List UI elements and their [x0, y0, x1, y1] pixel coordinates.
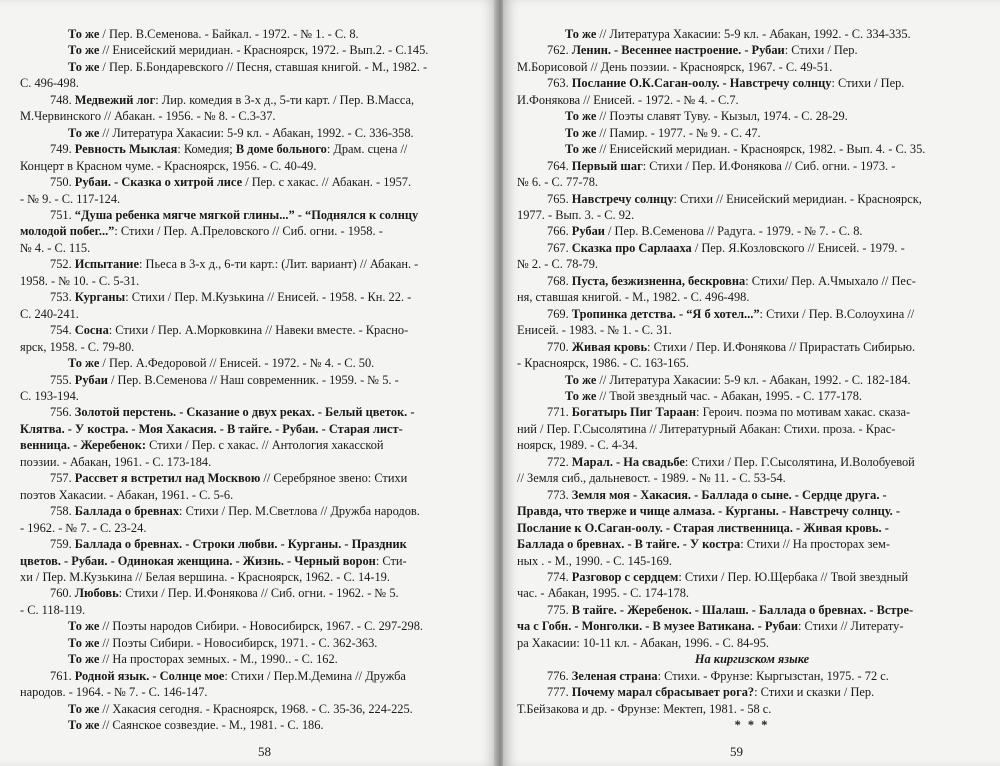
plain-text: 769. [547, 306, 572, 321]
text-line [517, 191, 987, 207]
plain-text: М.Червинского // Абакан. - 1956. - № 8. - С.3-37. [20, 109, 276, 124]
text-line [517, 108, 987, 124]
text-line [517, 339, 987, 355]
text-line [517, 273, 987, 289]
bold-text: цветов. - Рубаи. - Одинокая женщина. - Жизнь. - Черный ворон [20, 553, 376, 568]
text-line [517, 75, 987, 91]
text-line [517, 569, 987, 585]
plain-text: С. 496-498. [20, 76, 79, 91]
bold-text: Ленин. - Весеннее настроение. - Рубаи [571, 43, 785, 58]
text-line [20, 273, 494, 289]
plain-text: поэтов Хакасии. - Абакан, 1961. - С. 5-6. [20, 487, 234, 502]
bold-text: Богатырь Пиг Тараан [571, 405, 697, 420]
text-line [517, 618, 987, 634]
bold-text: То же [565, 142, 597, 157]
bold-text: Рубаи. - Сказка о хитрой лисе [74, 175, 243, 190]
plain-text: № 6. - С. 77-78. [517, 175, 598, 190]
plain-text: : Стихи / Пер.М.Демина // Дружба [224, 668, 406, 683]
text-line [20, 26, 494, 42]
bold-text: Клятва. - У костра. - Моя Хакасия. - В тайге. - Рубаи. - Старая лист- [20, 421, 403, 436]
left-page-text [20, 26, 494, 733]
text-line [517, 289, 987, 305]
plain-text: : Лир. комедия в 3-х д., 5-ти карт. / Пер. В.Масса, [155, 92, 415, 107]
text-line [517, 207, 987, 223]
text-line [20, 553, 494, 569]
plain-text: ных . - М., 1990. - С. 145-169. [517, 553, 673, 568]
text-line [517, 470, 987, 486]
bold-text: То же [68, 27, 100, 41]
plain-text: : Стихи // Литерату- [797, 619, 904, 634]
text-line [20, 191, 494, 207]
plain-text: // Литература Хакасии: 5-9 кл. - Абакан, 1992. - С. 334-335. [596, 27, 911, 41]
plain-text: : Стихи / Пер. Ю.Щербака // Твой звездный [678, 569, 909, 584]
bold-text: Рубаи [74, 372, 108, 387]
plain-text: С. 240-241. [20, 306, 79, 321]
plain-text: / Пер. Я.Козловского // Енисей. - 1979. - [691, 240, 905, 255]
plain-text: // Хакасия сегодня. - Красноярск, 1968. - С. 35-36, 224-225. [99, 701, 413, 716]
plain-text: : Стихи/ Пер. А.Чмыхало // Пес- [745, 273, 916, 288]
bold-text: То же [565, 27, 597, 41]
plain-text: : Стихи / Пер. И.Фонякова // Сиб. огни. - 1973. - [642, 158, 896, 173]
bold-text: Рубаи [571, 224, 605, 239]
text-line [20, 717, 494, 733]
plain-text: - № 9. - С. 117-124. [20, 191, 121, 206]
section-heading: На киргизском языке [694, 652, 810, 667]
bold-text: То же [68, 125, 100, 140]
text-line [517, 602, 987, 618]
right-page-number: 59 [730, 744, 743, 759]
plain-text: М.Борисовой // День поэзии. - Красноярск, 1967. - С. 49-51. [517, 59, 833, 74]
text-line [517, 437, 987, 453]
text-line [517, 585, 987, 601]
text-line [20, 520, 494, 536]
bold-text: Родной язык. - Солнце мое [74, 668, 225, 683]
text-line [517, 92, 987, 108]
bold-text: То же [565, 388, 597, 403]
plain-text: / Пер. В.Семенова // Радуга. - 1979. - № 7. - С. 8. [604, 224, 863, 239]
text-line [20, 668, 494, 684]
text-line [20, 306, 494, 322]
text-line [20, 437, 494, 453]
text-line [517, 141, 987, 157]
text-line [20, 223, 494, 239]
plain-text: / Пер. В.Семенова. - Байкал. - 1972. - № 1. - С. 8. [99, 27, 359, 41]
plain-text: час. - Абакан, 1995. - С. 174-178. [517, 586, 689, 601]
plain-text: : Стихи / Пер. А.Преловского // Сиб. огни. - 1958. - [114, 224, 383, 239]
text-line [20, 322, 494, 338]
plain-text: : Стихи // Енисейский меридиан. - Красноярск, [673, 191, 922, 206]
plain-text: Концерт в Красном чуме. - Красноярск, 1956. - С. 40-49. [20, 158, 317, 173]
text-line [20, 585, 494, 601]
plain-text: 753. [50, 290, 75, 305]
text-line [20, 470, 494, 486]
text-line [517, 322, 987, 338]
plain-text: ня, ставшая книгой. - М., 1982. - С. 496-498. [517, 290, 750, 305]
text-line [517, 404, 987, 420]
right-page-text [517, 26, 987, 733]
plain-text: 772. [547, 454, 572, 469]
bold-text: Сказка про Сарлааха [571, 240, 692, 255]
text-line [517, 454, 987, 470]
text-line [20, 404, 494, 420]
plain-text: ярск, 1958. - С. 79-80. [20, 339, 135, 354]
plain-text: 775. [547, 602, 572, 617]
text-line [517, 372, 987, 388]
bold-text: То же [68, 59, 100, 74]
text-line [517, 635, 987, 651]
text-line [517, 223, 987, 239]
plain-text: // На просторах земных. - М., 1990.. - С. 162. [99, 652, 338, 667]
bold-text: То же [68, 701, 100, 716]
text-line [517, 388, 987, 404]
plain-text: 771. [547, 405, 572, 420]
text-line [517, 174, 987, 190]
bold-text: Послание О.К.Саган-оолу. - Навстречу солнцу [571, 76, 832, 91]
plain-text: 1958. - № 10. - С. 5-31. [20, 273, 140, 288]
text-line [20, 454, 494, 470]
plain-text: 764. [547, 158, 572, 173]
bold-text: То же [68, 356, 100, 371]
text-line [20, 635, 494, 651]
text-line [20, 92, 494, 108]
plain-text: 757. [50, 471, 75, 486]
bold-text: Баллада о бревнах. - В тайге. - У костра [517, 537, 741, 552]
bold-text: Сосна [74, 323, 109, 338]
plain-text: 759. [50, 537, 75, 552]
plain-text: 765. [547, 191, 572, 206]
text-line [20, 59, 494, 75]
plain-text: // Серебряное звено: Стихи [260, 471, 408, 486]
text-line [20, 355, 494, 371]
bold-text: То же [68, 652, 100, 667]
plain-text: // Енисейский меридиан. - Красноярск, 1972. - Вып.2. - С.145. [99, 43, 429, 58]
bold-text: Золотой перстень. - Сказание о двух реках. - Белый цветок. - [74, 405, 415, 420]
plain-text: С. 193-194. [20, 388, 79, 403]
text-line [20, 651, 494, 667]
bold-text: То же [68, 619, 100, 634]
plain-text: 754. [50, 323, 75, 338]
bold-text: Почему марал сбрасывает рога? [571, 685, 755, 700]
text-line [20, 339, 494, 355]
plain-text: народов. - 1964. - № 7. - С. 146-147. [20, 685, 208, 700]
plain-text: : Сти- [375, 553, 407, 568]
plain-text: / Пер. Б.Бондаревского // Песня, ставшая книгой. - М., 1982. - [99, 59, 428, 74]
plain-text: // Памир. - 1977. - № 9. - С. 47. [596, 125, 761, 140]
text-line [20, 289, 494, 305]
plain-text: // Твой звездный час. - Абакан, 1995. - С. 177-178. [596, 388, 863, 403]
text-line [517, 42, 987, 58]
plain-text: // Поэты Сибири. - Новосибирск, 1971. - С. 362-363. [99, 635, 378, 650]
text-line [20, 207, 494, 223]
plain-text: : Стихи / Пер. В.Солоухина // [759, 306, 915, 321]
text-line [20, 256, 494, 272]
bold-text: Первый шаг [571, 158, 643, 173]
bold-text: То же [68, 635, 100, 650]
plain-text: : Стихи / Пер. М.Кузькина // Енисей. - 1958. - Кн. 22. - [125, 290, 412, 305]
text-line [517, 487, 987, 503]
text-line [20, 618, 494, 634]
bold-text: Земля моя - Хакасия. - Баллада о сыне. - Сердце друга. - [571, 487, 887, 502]
bold-text: Баллада о бревнах. - Строки любви. - Курганы. - Праздник [74, 537, 407, 552]
bold-text: молодой побег...” [20, 224, 115, 239]
plain-text: - Красноярск, 1986. - С. 163-165. [517, 356, 689, 371]
text-line [20, 372, 494, 388]
plain-text: : Стихи // На просторах зем- [740, 537, 890, 552]
plain-text: 761. [50, 668, 75, 683]
text-line [20, 240, 494, 256]
bold-text: В тайге. - Жеребенок. - Шалаш. - Баллада о бревнах. - Встре- [571, 602, 914, 617]
text-line [20, 503, 494, 519]
bold-text: “Душа ребенка мягче мягкой глины...” - “Поднялся к солнцу [74, 207, 419, 222]
text-line [20, 536, 494, 552]
text-line [517, 125, 987, 141]
plain-text: 777. [547, 685, 572, 700]
text-line [517, 701, 987, 717]
text-line [20, 602, 494, 618]
plain-text: ра Хакасии: 10-11 кл. - Абакан, 1996. - С. 84-95. [517, 635, 769, 650]
plain-text: 763. [547, 76, 572, 91]
plain-text: 767. [547, 240, 572, 255]
plain-text: / Пер. с хакас. // Абакан. - 1957. [242, 175, 412, 190]
plain-text: Т.Бейзакова и др. - Фрунзе: Мектеп, 1981. - 58 с. [517, 701, 772, 716]
plain-text: ний / Пер. Г.Сысолятина // Литературный Абакан: Стихи. проза. - Крас- [517, 421, 896, 436]
plain-text: 776. [547, 668, 572, 683]
plain-text: : Стихи / Пер. И.Фонякова // Прирастать Сибирью. [647, 339, 916, 354]
plain-text: 751. [50, 207, 75, 222]
plain-text: 748. [50, 92, 75, 107]
plain-text: - 1962. - № 7. - С. 23-24. [20, 520, 147, 535]
bold-text: Любовь [74, 586, 119, 601]
bold-text: Зеленая страна [571, 668, 658, 683]
plain-text: : Стихи / Пер. Г.Сысолятина, И.Волобуевой [684, 454, 915, 469]
plain-text: № 2. - С. 78-79. [517, 257, 598, 272]
text-line [20, 421, 494, 437]
text-line [517, 553, 987, 569]
plain-text: : Стихи и сказки / Пер. [754, 685, 875, 700]
plain-text: 1977. - Вып. 3. - С. 92. [517, 207, 635, 222]
text-line [20, 487, 494, 503]
bold-text: Живая кровь [571, 339, 648, 354]
plain-text: - С. 118-119. [20, 602, 86, 617]
text-line [517, 536, 987, 552]
bold-text: То же [68, 718, 100, 733]
plain-text: // Поэты народов Сибири. - Новосибирск, 1967. - С. 297-298. [99, 619, 423, 634]
plain-text: : Пьеса в 3-х д., 6-ти карт.: (Лит. вариант) // Абакан. - [138, 257, 419, 272]
bold-text: Тропинка детства. - “Я б хотел...” [571, 306, 760, 321]
bold-text: ча с Гобн. - Монголки. - В музее Ватикана. - Рубаи [517, 619, 798, 634]
bold-text: Пуста, безжизненна, бескровна [571, 273, 746, 288]
text-line [20, 684, 494, 700]
text-line [517, 158, 987, 174]
bold-text: Испытание [74, 257, 139, 272]
text-line [517, 355, 987, 371]
plain-text: 752. [50, 257, 75, 272]
plain-text: / Пер. А.Федоровой // Енисей. - 1972. - № 4. - С. 50. [99, 356, 375, 371]
plain-text: 758. [50, 504, 75, 519]
bold-text: То же [565, 372, 597, 387]
plain-text: 774. [547, 569, 572, 584]
plain-text: : Стихи. - Фрунзе: Кыргызстан, 1975. - 72 с. [657, 668, 889, 683]
text-line [20, 108, 494, 124]
bold-text: То же [565, 109, 597, 124]
text-line [20, 75, 494, 91]
plain-text: : Стихи / Пер. А.Морковкина // Навеки вместе. - Красно- [108, 323, 409, 338]
bold-text: Рассвет я встретил над Москвою [74, 471, 261, 486]
bold-text: В доме больного [235, 142, 327, 157]
plain-text: 770. [547, 339, 572, 354]
plain-text: 755. [50, 372, 75, 387]
plain-text: : Драм. сцена // [326, 142, 408, 157]
plain-text: 756. [50, 405, 75, 420]
plain-text: // Земля сиб., дальневост. - 1989. - № 11. - С. 53-54. [517, 471, 786, 486]
text-line [20, 174, 494, 190]
plain-text: поэзии. - Абакан, 1961. - С. 173-184. [20, 454, 212, 469]
plain-text: / Пер. В.Семенова // Наш современник. - 1959. - № 5. - [107, 372, 399, 387]
text-line [20, 42, 494, 58]
plain-text: // Литература Хакасии: 5-9 кл. - Абакан, 1992. - С. 336-358. [99, 125, 414, 140]
plain-text: 766. [547, 224, 572, 239]
plain-text: 768. [547, 273, 572, 288]
plain-text: : Стихи / Пер. [784, 43, 858, 58]
text-line [517, 59, 987, 75]
plain-text: И.Фонякова // Енисей. - 1972. - № 4. - С.7. [517, 92, 739, 107]
text-line [20, 125, 494, 141]
bold-text: Навстречу солнцу [571, 191, 674, 206]
text-line [517, 421, 987, 437]
bold-text: Баллада о бревнах [74, 504, 180, 519]
plain-text: // Литература Хакасии: 5-9 кл. - Абакан, 1992. - С. 182-184. [596, 372, 911, 387]
bold-text: Курганы [74, 290, 126, 305]
bold-text: Марал. - На свадьбе [571, 454, 685, 469]
plain-text: № 4. - С. 115. [20, 240, 91, 255]
bold-text: венница. - Жеребенок: [20, 438, 147, 453]
plain-text: : Стихи / Пер. М.Светлова // Дружба народов. [179, 504, 420, 519]
plain-text: // Поэты славят Туву. - Кызыл, 1974. - С. 28-29. [596, 109, 848, 124]
right-page [503, 0, 1000, 766]
plain-text: 762. [547, 43, 572, 58]
text-line [517, 256, 987, 272]
plain-text: 749. [50, 142, 75, 157]
text-line [517, 306, 987, 322]
bold-text: Медвежий лог [74, 92, 156, 107]
text-line [517, 520, 987, 536]
bold-text: То же [68, 43, 100, 58]
text-line [517, 668, 987, 684]
text-line [20, 141, 494, 157]
section-end-stars: * * * [734, 718, 770, 733]
bold-text: Послание к О.Саган-оолу. - Старая лиственница. - Живая кровь. - [517, 520, 889, 535]
bold-text: Ревность Мыклая [74, 142, 178, 157]
text-line [517, 240, 987, 256]
left-page-number: 58 [258, 744, 271, 759]
plain-text: Стихи / Пер. с хакас. // Антология хакасской [146, 438, 384, 453]
plain-text: 773. [547, 487, 572, 502]
plain-text: // Саянское созвездие. - М., 1981. - С. 186. [99, 718, 324, 733]
plain-text: 750. [50, 175, 75, 190]
plain-text: // Енисейский меридиан. - Красноярск, 1982. - Вып. 4. - С. 35. [596, 142, 926, 157]
text-line [517, 26, 987, 42]
plain-text: : Комедия; [177, 142, 236, 157]
text-line [517, 684, 987, 700]
plain-text: хи / Пер. М.Кузькина // Белая вершина. - Красноярск, 1962. - С. 14-19. [20, 569, 390, 584]
plain-text: ноярск, 1989. - С. 4-34. [517, 438, 638, 453]
bold-text: Разговор с сердцем [571, 569, 679, 584]
plain-text: Енисей. - 1983. - № 1. - С. 31. [517, 323, 672, 338]
text-line [20, 388, 494, 404]
text-line [20, 701, 494, 717]
plain-text: : Героич. поэма по мотивам хакас. сказа- [696, 405, 911, 420]
text-line [20, 569, 494, 585]
plain-text: : Стихи / Пер. [831, 76, 905, 91]
left-page [0, 0, 497, 766]
plain-text: 760. [50, 586, 75, 601]
bold-text: То же [565, 125, 597, 140]
text-line [517, 503, 987, 519]
bold-text: Правда, что тверже и чище алмаза. - Курганы. - Навстречу солнцу. - [517, 504, 901, 519]
text-line [20, 158, 494, 174]
plain-text: : Стихи / Пер. И.Фонякова // Сиб. огни. - 1962. - № 5. [118, 586, 399, 601]
